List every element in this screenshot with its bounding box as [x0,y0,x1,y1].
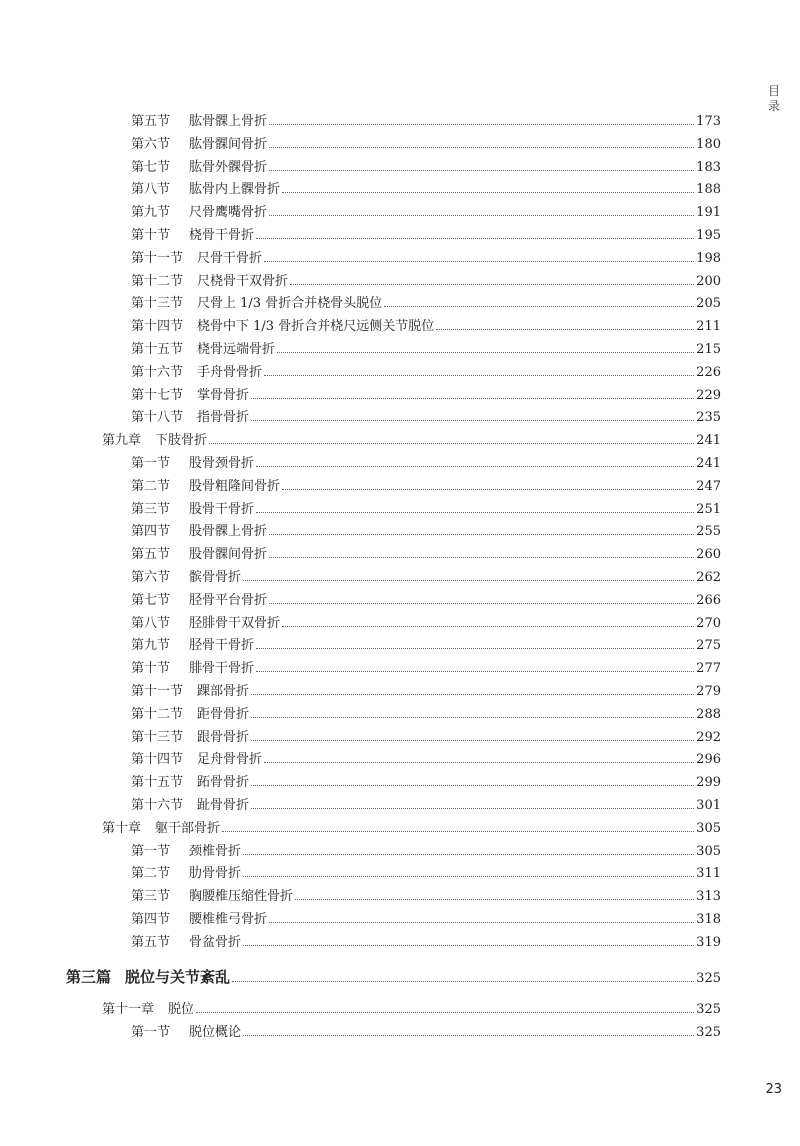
dot-leader [269,170,694,171]
toc-entry-label [131,384,249,403]
toc-entry-number: 第一节 [131,1025,171,1041]
toc-entry-label [131,703,249,722]
toc-entry-number: 第十四节 [131,319,184,335]
dot-leader [269,534,694,535]
dot-leader [282,192,694,193]
toc-entry-title: 指骨骨折 [197,410,250,426]
toc-entry-page: 215 [696,342,721,357]
toc-entry-label [131,748,262,767]
dot-leader [269,215,694,216]
toc-entry-title: 肋骨骨折 [189,866,242,882]
toc-entry-title: 胫骨干骨折 [189,638,255,654]
dot-leader [282,626,694,627]
toc-entry-number: 第十一节 [131,250,184,266]
dot-leader [251,808,694,809]
toc-entry-page: 235 [696,410,721,426]
toc-entry-number: 第十七节 [131,387,184,403]
toc-entry-page: 247 [696,478,721,494]
toc-entry-page: 226 [696,364,721,380]
toc-section-entry[interactable] [0,292,721,311]
dot-leader [256,466,694,467]
dot-leader [251,717,694,718]
toc-entry-number: 第十五节 [131,775,184,791]
page-number: 23 [765,1082,782,1097]
toc-entry-number: 第三篇 [66,967,112,986]
dot-leader [251,740,694,741]
toc-section-entry[interactable] [0,634,721,653]
toc-section-entry[interactable] [0,726,721,745]
toc-entry-number: 第十六节 [131,364,184,380]
toc-entry-number: 第十二节 [131,273,184,289]
toc-entry-number: 第十节 [131,228,171,243]
toc-entry-label [131,794,249,813]
toc-entry-number: 第一节 [131,843,171,859]
toc-entry-page: 266 [696,592,721,608]
toc-entry-label [131,840,241,859]
toc-entry-title: 脱位与关节紊乱 [125,967,231,986]
side-tab-contents [766,84,782,114]
toc-entry-title: 股骨粗隆间骨折 [189,478,281,494]
toc-entry-label [131,452,254,471]
toc-entry-page: 183 [696,159,721,175]
dot-leader [243,1035,694,1036]
toc-entry-number: 第三节 [131,501,171,517]
toc-entry-label [131,931,241,950]
toc-section-entry[interactable] [0,703,721,722]
toc-entry-label [131,680,249,699]
toc-section-entry[interactable] [0,247,721,266]
toc-entry-label [131,133,267,152]
toc-section-entry[interactable] [0,566,721,585]
toc-section-entry[interactable] [0,315,721,334]
toc-entry-page: 311 [696,866,721,882]
toc-entry-label [131,771,249,790]
toc-entry-number: 第五节 [131,114,171,129]
dot-leader [251,785,694,786]
toc-entry-title: 脱位 [168,1002,195,1018]
toc-entry-number: 第七节 [131,159,171,175]
toc-entry-title: 手舟骨骨折 [197,364,263,380]
toc-section-entry[interactable] [0,498,721,517]
toc-entry-title: 胫腓骨干双骨折 [189,615,281,631]
toc-section-entry[interactable] [0,384,721,403]
dot-leader [222,831,694,832]
dot-leader [269,124,694,125]
dot-leader [256,238,694,239]
toc-section-entry[interactable] [0,452,721,471]
toc-section-entry[interactable] [0,133,721,152]
toc-entry-label [131,338,275,357]
toc-section-entry[interactable] [0,406,721,425]
toc-section-entry[interactable] [0,361,721,380]
toc-section-entry[interactable] [0,680,721,699]
toc-entry-number: 第十八节 [131,410,184,426]
toc-chapter-entry[interactable] [0,429,721,448]
toc-entry-number: 第四节 [131,524,171,540]
toc-entry-title: 肱骨外髁骨折 [189,159,268,175]
toc-entry-label [131,543,267,562]
toc-entry-title: 躯干部骨折 [155,820,221,836]
toc-entry-label [131,634,254,653]
toc-entry-title: 股骨髁间骨折 [189,547,268,563]
toc-entry-title: 尺桡骨干双骨折 [197,273,289,289]
toc-section-entry[interactable] [0,338,721,357]
toc-part-entry[interactable] [0,966,721,987]
toc-entry-page: 279 [696,684,721,699]
side-tab-char: 录 [767,99,780,113]
dot-leader [243,580,694,581]
toc-section-entry[interactable] [0,224,721,243]
toc-entry-title: 跖骨骨折 [197,775,250,791]
toc-entry-number: 第十一章 [102,1002,155,1018]
toc-entry-page: 251 [696,501,721,517]
dot-leader [264,261,694,262]
toc-entry-title: 尺骨干骨折 [197,250,263,266]
toc-entry-label [131,520,267,539]
toc-entry-title: 距骨骨折 [197,706,250,722]
dot-leader [256,671,694,672]
toc-entry-page: 313 [696,889,721,905]
toc-entry-page: 180 [696,136,721,152]
dot-leader [436,329,694,330]
toc-section-entry[interactable] [0,201,721,220]
toc-entry-label [131,361,262,380]
toc-entry-number: 第三节 [131,889,171,905]
toc-entry-page: 229 [696,387,721,403]
toc-entry-label [131,908,267,927]
toc-entry-page: 301 [696,798,721,813]
toc-entry-label [131,862,241,881]
toc-section-entry[interactable] [0,931,721,950]
toc-section-entry[interactable] [0,475,721,494]
toc-entry-page: 305 [696,843,721,859]
toc-entry-label [131,566,241,585]
toc-entry-page: 325 [696,1002,721,1018]
toc-entry-number: 第六节 [131,570,171,585]
toc-entry-title: 腓骨干骨折 [189,661,255,677]
toc-entry-number: 第十章 [102,820,142,836]
toc-entry-page: 299 [696,775,721,791]
toc-entry-label [131,178,280,197]
toc-entry-title: 股骨干骨折 [189,501,255,517]
toc-entry-title: 足舟骨骨折 [197,752,263,768]
toc-entry-number: 第十四节 [131,752,184,768]
toc-entry-page: 296 [696,752,721,768]
toc-section-entry[interactable] [0,748,721,767]
toc-entry-label [131,247,262,266]
toc-entry-title: 尺骨上 1/3 骨折合并桡骨头脱位 [197,296,383,312]
dot-leader [282,489,694,490]
toc-section-entry[interactable] [0,1021,721,1040]
toc-entry-number: 第十节 [131,661,171,677]
toc-entry-title: 腰椎椎弓骨折 [189,912,268,927]
toc-entry-title: 胸腰椎压缩性骨折 [189,889,294,905]
toc-entry-title: 股骨颈骨折 [189,456,255,471]
toc-entry-number: 第十三节 [131,296,184,312]
toc-entry-title: 胫骨平台骨折 [189,592,268,608]
toc-section-entry[interactable] [0,771,721,790]
toc-entry-number: 第八节 [131,182,171,198]
toc-section-entry[interactable] [0,589,721,608]
toc-section-entry[interactable] [0,657,721,676]
toc-entry-number: 第九节 [131,205,171,221]
toc-chapter-entry[interactable] [0,817,721,836]
dot-leader [196,1012,694,1013]
toc-section-entry[interactable] [0,110,721,129]
toc-entry-page: 200 [696,273,721,289]
dot-leader [269,922,694,923]
toc-section-entry[interactable] [0,520,721,539]
toc-entry-title: 掌骨骨折 [197,387,250,403]
toc-entry-title: 脱位概论 [189,1025,242,1041]
toc-section-entry[interactable] [0,612,721,631]
dot-leader [256,648,694,649]
toc-entry-page: 255 [696,524,721,540]
toc-entry-title: 颈椎骨折 [189,843,242,859]
dot-leader [269,147,694,148]
dot-leader [269,603,694,604]
toc-entry-number: 第七节 [131,592,171,608]
toc-entry-title: 肱骨髁间骨折 [189,136,268,152]
toc-entry-title: 肱骨髁上骨折 [189,114,268,129]
toc-entry-page: 318 [696,912,721,927]
toc-entry-label [66,966,230,987]
dot-leader [251,398,694,399]
toc-entry-title: 下肢骨折 [155,433,208,449]
toc-entry-number: 第二节 [131,866,171,882]
dot-leader [269,557,694,558]
toc-entry-page: 198 [696,250,721,266]
dot-leader [243,945,694,946]
toc-entry-label [131,885,293,904]
toc-entry-number: 第十三节 [131,729,184,745]
toc-entry-page: 270 [696,615,721,631]
toc-entry-number: 第十二节 [131,706,184,722]
toc-entry-page: 262 [696,570,721,585]
dot-leader [277,352,694,353]
toc-entry-label [131,292,382,311]
toc-entry-label [131,657,254,676]
toc-entry-title: 趾骨骨折 [197,798,250,813]
toc-section-entry[interactable] [0,178,721,197]
toc-entry-page: 205 [696,296,721,312]
dot-leader [384,306,694,307]
toc-entry-label [131,589,267,608]
toc-entry-number: 第一节 [131,456,171,471]
toc-entry-page: 288 [696,706,721,722]
toc-entry-number: 第十五节 [131,342,184,357]
toc-entry-title: 股骨髁上骨折 [189,524,268,540]
dot-leader [243,854,694,855]
toc-entry-title: 跟骨骨折 [197,729,250,745]
toc-entry-page: 211 [696,319,721,335]
toc-entry-page: 241 [696,433,721,449]
toc-entry-title: 桡骨远端骨折 [197,342,276,357]
toc-entry-number: 第九章 [102,433,142,449]
toc-entry-page: 275 [696,638,721,654]
toc-entry-label [131,110,267,129]
toc-entry-label [131,475,280,494]
toc-section-entry[interactable] [0,908,721,927]
toc-section-entry[interactable] [0,543,721,562]
toc-section-entry[interactable] [0,885,721,904]
toc-entry-title: 肱骨内上髁骨折 [189,182,281,198]
toc-entry-number: 第六节 [131,136,171,152]
toc-entry-label [131,1021,241,1040]
dot-leader [251,420,694,421]
toc-entry-label [131,726,249,745]
toc-entry-page: 277 [696,661,721,677]
toc-entry-title: 踝部骨折 [197,684,250,699]
toc-section-entry[interactable] [0,156,721,175]
dot-leader [256,512,694,513]
toc-entry-label [102,429,207,448]
toc-entry-label [102,998,194,1017]
toc-entry-title: 桡骨干骨折 [189,228,255,243]
toc-entry-label [131,612,280,631]
toc-entry-number: 第五节 [131,547,171,563]
dot-leader [290,284,694,285]
toc-entry-number: 第十一节 [131,684,184,699]
toc-entry-page: 241 [696,456,721,471]
toc-entry-label [131,201,267,220]
toc-entry-page: 325 [696,970,721,986]
dot-leader [264,762,694,763]
toc-entry-page: 325 [696,1025,721,1041]
toc-chapter-entry[interactable] [0,998,721,1017]
toc-entry-number: 第十六节 [131,798,184,813]
toc-entry-page: 292 [696,729,721,745]
toc-entry-title: 髌骨骨折 [189,570,242,585]
toc-entry-number: 第九节 [131,638,171,654]
toc-entry-label [131,224,254,243]
toc-entry-label [131,406,249,425]
dot-leader [295,899,694,900]
dot-leader [232,981,694,982]
side-tab-char: 目 [767,84,780,98]
dot-leader [243,876,694,877]
toc-entry-number: 第五节 [131,934,171,950]
toc-entry-title: 骨盆骨折 [189,934,242,950]
toc-entry-page: 260 [696,547,721,563]
toc-section-entry[interactable] [0,840,721,859]
toc-entry-label [131,156,267,175]
toc-section-entry[interactable] [0,862,721,881]
toc-entry-page: 191 [696,205,721,221]
toc-entry-page: 305 [696,820,721,836]
toc-entry-title: 尺骨鹰嘴骨折 [189,205,268,221]
toc-entry-page: 173 [696,114,721,129]
toc-entry-page: 319 [696,934,721,950]
toc-entry-title: 桡骨中下 1/3 骨折合并桡尺远侧关节脱位 [197,319,435,335]
toc-section-entry[interactable] [0,270,721,289]
toc-entry-label [131,270,288,289]
toc-entry-label [102,817,220,836]
dot-leader [251,694,694,695]
toc-entry-page: 188 [696,182,721,198]
toc-section-entry[interactable] [0,794,721,813]
toc-entry-page: 195 [696,228,721,243]
toc-entry-label [131,498,254,517]
toc-entry-number: 第四节 [131,912,171,927]
dot-leader [264,375,694,376]
dot-leader [209,443,694,444]
toc-entry-number: 第二节 [131,478,171,494]
toc-entry-number: 第八节 [131,615,171,631]
toc-entry-label [131,315,434,334]
